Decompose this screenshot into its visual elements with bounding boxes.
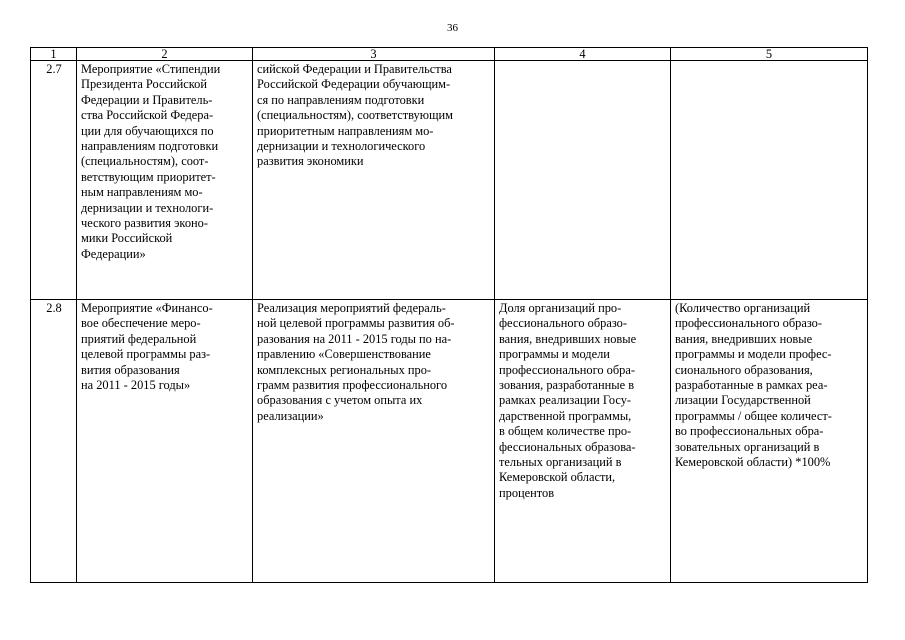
indicator-cell [495,61,671,300]
cell-text-line: приоритетным направлениям мо- [257,123,434,138]
cell-text-line: дернизации и технологи- [81,200,214,215]
cell-text-line: ной целевой программы развития об- [257,316,455,331]
indicator-cell [495,300,671,583]
cell-text-line: Президента Российской [81,77,207,92]
cell-text-line: тельных организаций в [499,455,622,470]
cell-text-line: приятий федеральной [81,331,197,346]
cell-text-line: Российской Федерации обучающим- [257,77,451,92]
header-cell-1: 1 [31,48,77,61]
cell-text-line: развития экономики [257,154,364,169]
cell-text-line: Кемеровской области) *100% [675,455,831,470]
cell-text-line: образования с учетом опыта их [257,393,423,408]
cell-text-line: (специальностям), соответствующим [257,108,453,123]
cell-text-line: Реализация мероприятий федераль- [257,301,446,315]
cell-text-line: Кемеровской области, [499,470,616,485]
cell-text-line: Федерации и Правитель- [81,92,213,107]
header-cell-2: 2 [77,48,253,61]
cell-text-line: комплексных региональных про- [257,362,432,377]
formula-cell [671,300,868,583]
cell-text-line: во профессиональных обра- [675,424,824,439]
cell-text-line: ным направлениям мо- [81,185,203,200]
cell-text-line: сийской Федерации и Правительства [257,62,452,76]
cell-text-line: дернизации и технологического [257,139,426,154]
cell-text-line: целевой программы раз- [81,347,211,362]
cell-text-line: ся по направлениям подготовки [257,92,425,107]
cell-text-line: (специальностям), соот- [81,154,209,169]
cell-text-line: вития образования [81,362,180,377]
cell-text-line: (Количество организаций [675,301,811,315]
header-cell-4: 4 [495,48,671,61]
cell-text-line: фессионального образо- [499,316,627,331]
cell-text-line: разования на 2011 - 2015 годы по на- [257,331,452,346]
cell-text-line: вания, внедривших новые [499,331,637,346]
row-number: 2.8 [31,300,77,583]
cell-text-line: ческого развития эконо- [81,216,208,231]
cell-text-line: вое обеспечение меро- [81,316,201,331]
cell-text-line: сионального образования, [675,362,813,377]
cell-text-line: разработанные в рамках реа- [675,378,828,393]
cell-text-line: ства Российской Федера- [81,108,214,123]
cell-text-line: Доля организаций про- [499,301,622,315]
cell-text-line: дарственной программы, [499,408,632,423]
header-cell-5: 5 [671,48,868,61]
cell-text-line: грамм развития профессионального [257,378,448,393]
cell-text-line: направлениям подготовки [81,139,219,154]
cell-text-line: фессиональных образова- [499,439,636,454]
page-number: 36 [447,22,458,34]
event-content-cell [253,300,495,583]
cell-text-line: профессионального обра- [499,362,635,377]
header-row [31,48,868,61]
cell-text-line: процентов [499,485,555,500]
cell-text-line: программы и модели [499,347,610,362]
cell-text-line: Мероприятие «Стипендии [81,62,221,76]
cell-text-line: мики Российской [81,231,173,246]
cell-text-line: Мероприятие «Финансо- [81,301,213,315]
cell-text-line: лизации Государственной [675,393,811,408]
event-content-cell [253,61,495,300]
cell-text-line: зовательных организаций в [675,439,820,454]
cell-text-line: Федерации» [81,246,146,261]
formula-cell [671,61,868,300]
row-number: 2.7 [31,61,77,300]
cell-text-line: правлению «Совершенствование [257,347,431,362]
cell-text-line: профессионального образо- [675,316,822,331]
event-name-cell [77,61,253,300]
cell-text-line: вания, внедривших новые [675,331,813,346]
cell-text-line: зования, разработанные в [499,378,635,393]
cell-text-line: рамках реализации Госу- [499,393,632,408]
cell-text-line: реализации» [257,408,324,423]
cell-text-line: ветствующим приоритет- [81,169,216,184]
cell-text-line: программы и модели профес- [675,347,832,362]
measures-table [30,47,868,583]
event-name-cell [77,300,253,583]
cell-text-line: на 2011 - 2015 годы» [81,378,191,393]
table-row [31,300,868,583]
cell-text-line: программы / общее количест- [675,408,832,423]
header-cell-3: 3 [253,48,495,61]
cell-text-line: ции для обучающихся по [81,123,214,138]
table-row [31,61,868,300]
cell-text-line: в общем количестве про- [499,424,632,439]
